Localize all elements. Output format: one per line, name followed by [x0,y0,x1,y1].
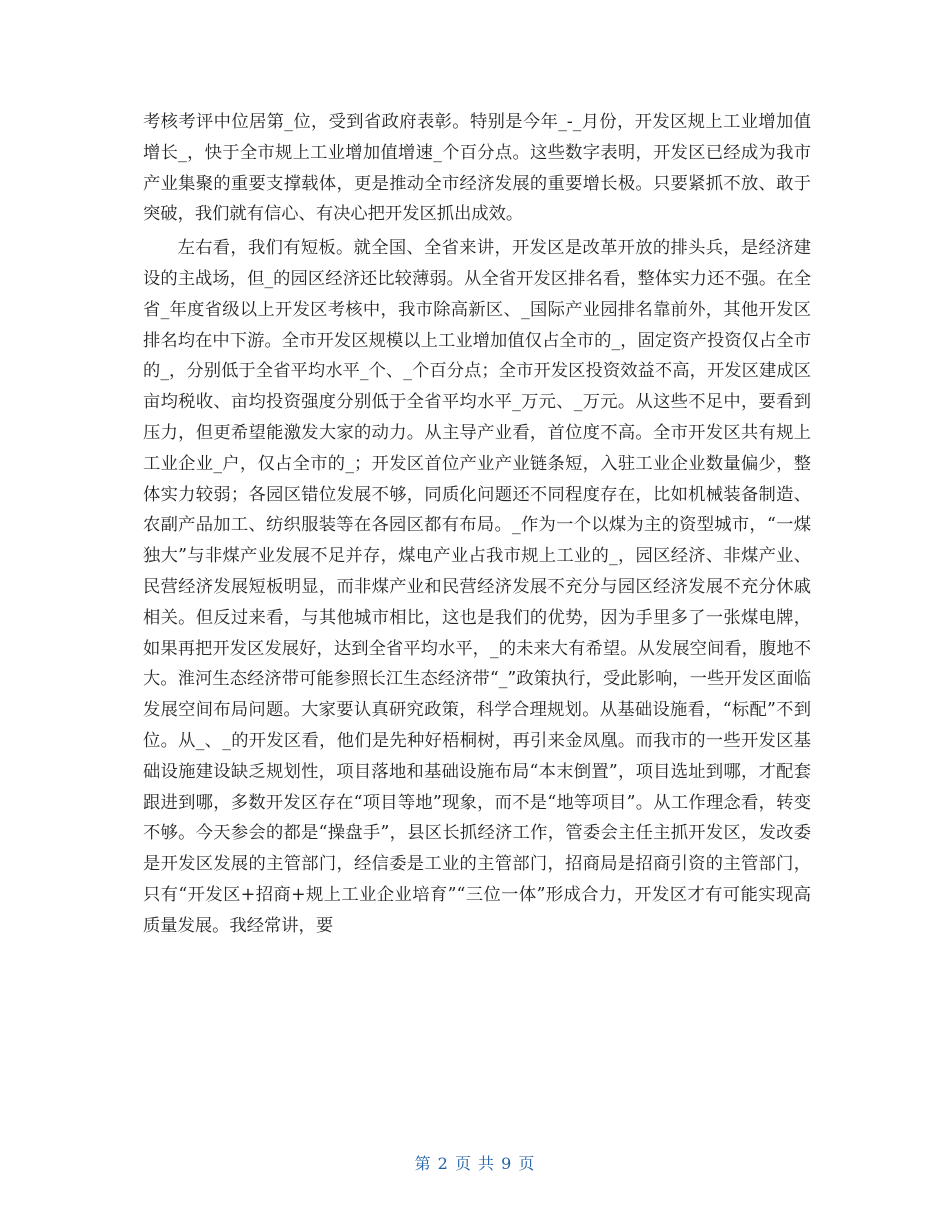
document-body [143,107,811,942]
paragraph-1: 考核考评中位居第_位，受到省政府表彰。特别是今年_-_月份，开发区规上工业增加值增长_，快于全市规上工业增加值增速_个百分点。这些数字表明，开发区已经成为我市产业集聚的重要支撑载体，更是推动全市经济发展的重要增长极。只要紧抓不放、敢于突破，我们就有信心、有决心把开发区抓出成效。 [143,112,811,225]
page-number-footer: 第 2 页 共 9 页 [414,1154,536,1173]
paragraph-2: 左右看，我们有短板。就全国、全省来讲，开发区是改革开放的排头兵，是经济建设的主战场，但_的园区经济还比较薄弱。从全省开发区排名看，整体实力还不强。在全省_年度省级以上开发区考核中，我市除高新区、_国际产业园排名靠前外，其他开发区排名均在中下游。全市开发区规模以上工业增加值仅占全市的_，固定资产投资仅占全市的_，分别低于全省平均水平_个、_个百分点；全市开发区投资效益不高，开发区建成区亩均税收、亩均投资强度分别低于全省平均水平_万元、_万元。从这些不足中，要看到压力，但更希望能激发大家的动力。从主导产业看，首位度不高。全市开发区共有规上工业企业_户，仅占全市的_；开发区首位产业产业链条短，入驻工业企业数量偏少，整体实力较弱；各园区错位发展不够，同质化问题还不同程度存在，比如机械装备制造、农副产品加工、纺织服装等在各园区都有布局。_作为一个以煤为主的资型城市，“一煤独大”与非煤产业发展不足并存，煤电产业占我市规上工业的_，园区经济、非煤产业、民营经济发展短板明显，而非煤产业和民营经济发展不充分与园区经济发展不充分休戚相关。但反过来看，与其他城市相比，这也是我们的优势，因为手里多了一张煤电牌，如果再把开发区发展好，达到全省平均水平，_的未来大有希望。从发展空间看，腹地不大。淮河生态经济带可能参照长江生态经济带“_”政策执行，受此影响，一些开发区面临发展空间布局问题。大家要认真研究政策，科学合理规划。从基础设施看，“标配”不到位。从_、_的开发区看，他们是先种好梧桐树，再引来金凤凰。而我市的一些开发区基础设施建设缺乏规划性，项目落地和基础设施布局“本末倒置”，项目选址到哪，才配套跟进到哪，多数开发区存在“项目等地”现象，而不是“地等项目”。从工作理念看，转变不够。今天参会的都是“操盘手”，县区长抓经济工作，管委会主任主抓开发区，发改委是开发区发展的主管部门，经信委是工业的主管部门，招商局是招商引资的主管部门，只有“开发区+招商+规上工业企业培育”“三位一体”形成合力，开发区才有可能实现高质量发展。我经常讲，要 [143,238,811,936]
